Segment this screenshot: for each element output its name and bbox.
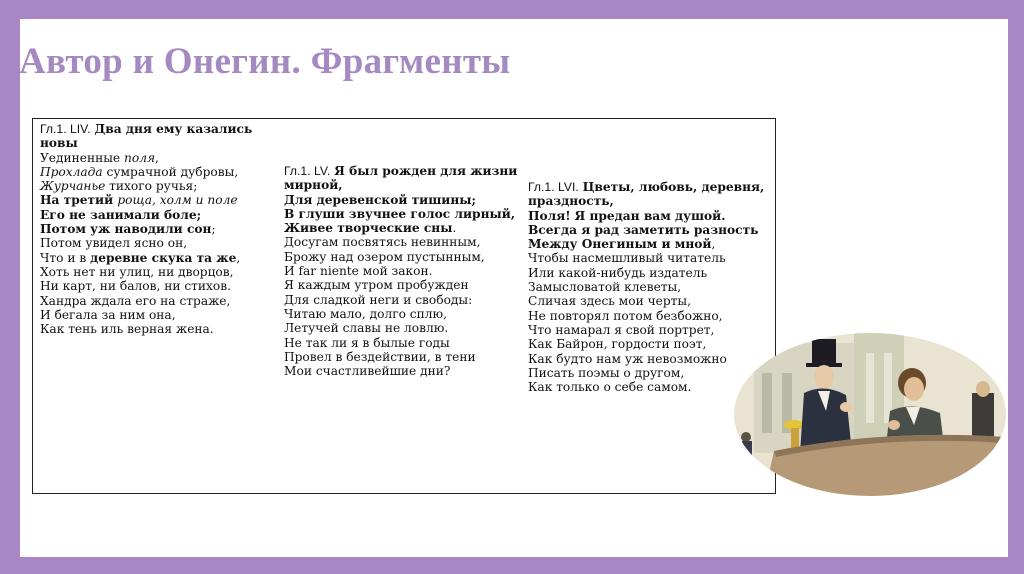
poem-line xyxy=(40,251,252,265)
stanza-heading-line xyxy=(528,180,764,194)
stanza-label: Гл.1. LVI. xyxy=(528,180,579,194)
poem-text: Не так ли я в былые годы xyxy=(284,335,450,350)
poem-text: Как тень иль верная жена. xyxy=(40,322,214,337)
poem-text: Живее творческие сны xyxy=(284,221,453,236)
poem-line xyxy=(528,209,764,223)
poem-line xyxy=(40,294,252,308)
poem-text: Между Онегиным и мной xyxy=(528,237,712,252)
stanza-heading-line xyxy=(40,122,252,136)
poem-line xyxy=(528,251,764,265)
poem-line xyxy=(284,235,517,249)
poem-line xyxy=(40,179,252,193)
poem-text: Потом уж наводили сон xyxy=(40,222,212,237)
slide-title: Автор и Онегин. Фрагменты xyxy=(19,41,511,82)
poem-line xyxy=(40,308,252,322)
poem-text: Для деревенской тишины; xyxy=(284,192,476,207)
poem-text: , xyxy=(711,237,716,252)
poem-line xyxy=(284,178,517,192)
poem-text: Его не занимали боле; xyxy=(40,207,202,222)
poem-line xyxy=(284,321,517,335)
poem-text: Журчанье xyxy=(40,179,106,194)
column-chapter-1-55 xyxy=(284,164,517,378)
stanza-label: Гл.1. LIV. xyxy=(40,122,91,136)
poem-line xyxy=(40,279,252,293)
poem-line xyxy=(284,336,517,350)
poem-text: Уединенные xyxy=(40,150,125,165)
poem-line xyxy=(528,352,764,366)
poem-text: новы xyxy=(40,136,78,151)
poem-text: поля xyxy=(124,150,156,165)
poem-text: Сличая здесь мои черты, xyxy=(528,294,691,309)
poem-line xyxy=(40,208,252,222)
poem-line xyxy=(284,221,517,235)
poem-line xyxy=(284,207,517,221)
poem-line xyxy=(40,222,252,236)
poem-text: Ни карт, ни балов, ни стихов. xyxy=(40,279,231,294)
poem-text: Цветы, любовь, деревня, xyxy=(582,180,765,194)
poem-text: В глуши звучнее голос лирный, xyxy=(284,206,515,221)
poem-text: Как Байрон, гордости поэт, xyxy=(528,337,707,352)
poem-text: И бегала за ним она, xyxy=(40,307,176,322)
poem-line xyxy=(528,323,764,337)
poem-line xyxy=(528,223,764,237)
poem-line xyxy=(528,237,764,251)
poem-line xyxy=(40,136,252,150)
poem-text: сумрачной дубровы, xyxy=(102,164,239,179)
poem-text: Как будто нам уж невозможно xyxy=(528,351,727,366)
poem-text: , xyxy=(155,150,159,165)
poem-line xyxy=(284,250,517,264)
poem-text: Я был рожден для жизни xyxy=(334,164,518,178)
poem-line xyxy=(284,193,517,207)
poem-text: . xyxy=(452,221,457,236)
poem-text: Что и в xyxy=(40,250,91,265)
poem-text: праздность, xyxy=(528,194,614,209)
poem-line xyxy=(284,307,517,321)
poem-text: Летучей славы не ловлю. xyxy=(284,321,449,336)
illustration-drawing xyxy=(734,333,1006,496)
poem-text: Потом увидел ясно он, xyxy=(40,236,188,251)
poem-text: Я предан вам душой. xyxy=(574,208,726,223)
poem-line xyxy=(528,194,764,208)
poem-text: Мои счастливейшие дни? xyxy=(284,364,451,379)
poem-line xyxy=(40,193,252,207)
column-chapter-1-54 xyxy=(40,122,252,336)
poem-text: Я каждым утром пробужден xyxy=(284,278,469,293)
poem-text: роща, холм и поле xyxy=(117,193,238,208)
poem-line xyxy=(528,266,764,280)
poem-text: Поля! xyxy=(528,208,571,223)
poem-text: Для сладкой неги и свободы: xyxy=(284,292,473,307)
poem-text: Хоть нет ни улиц, ни дворцов, xyxy=(40,264,234,279)
poem-text: тихого ручья; xyxy=(105,179,198,194)
poem-text: Брожу над озером пустынным, xyxy=(284,249,485,264)
onegin-pushkin-illustration xyxy=(734,333,1006,496)
poem-line xyxy=(40,265,252,279)
poem-line xyxy=(40,236,252,250)
poem-line xyxy=(284,350,517,364)
poem-line xyxy=(528,309,764,323)
poem-text: Замысловатой клеветы, xyxy=(528,280,682,295)
poem-line xyxy=(40,165,252,179)
poem-text: Что намарал я свой портрет, xyxy=(528,322,715,337)
poem-line xyxy=(284,293,517,307)
poem-text: Хандра ждала его на страже, xyxy=(40,293,231,308)
poem-text: Прохлада xyxy=(40,164,103,179)
poem-text: Как только о себе самом. xyxy=(528,380,692,395)
poem-line xyxy=(284,264,517,278)
poem-line xyxy=(528,380,764,394)
poem-text: Или какой-нибудь издатель xyxy=(528,265,708,280)
poem-text: Читаю мало, долго сплю, xyxy=(284,306,447,321)
poem-line xyxy=(528,337,764,351)
poem-text: мирной, xyxy=(284,178,343,193)
poem-line xyxy=(528,366,764,380)
poem-text: Досугам посвятясь невинным, xyxy=(284,235,481,250)
poem-text: деревне скука та же xyxy=(90,250,237,265)
poem-line xyxy=(40,322,252,336)
poem-line xyxy=(284,364,517,378)
stanza-heading-line xyxy=(284,164,517,178)
poem-text: Всегда я рад заметить разность xyxy=(528,222,759,237)
poem-line xyxy=(528,280,764,294)
poem-line xyxy=(40,151,252,165)
poem-text: Писать поэмы о другом, xyxy=(528,365,685,380)
poem-text: , xyxy=(236,250,241,265)
poem-text: ; xyxy=(211,222,216,237)
column-chapter-1-56 xyxy=(528,180,764,394)
stanza-label: Гл.1. LV. xyxy=(284,164,331,178)
poem-text: И far niente мой закон. xyxy=(284,264,433,279)
poem-text: Чтобы насмешливый читатель xyxy=(528,251,726,266)
poem-text: Не повторял потом безбожно, xyxy=(528,308,723,323)
poem-text: На третий xyxy=(40,193,118,208)
poem-text: Провел в бездействии, в тени xyxy=(284,349,476,364)
poem-line xyxy=(284,278,517,292)
poem-line xyxy=(528,294,764,308)
poem-text: Два дня ему казались xyxy=(94,122,253,136)
